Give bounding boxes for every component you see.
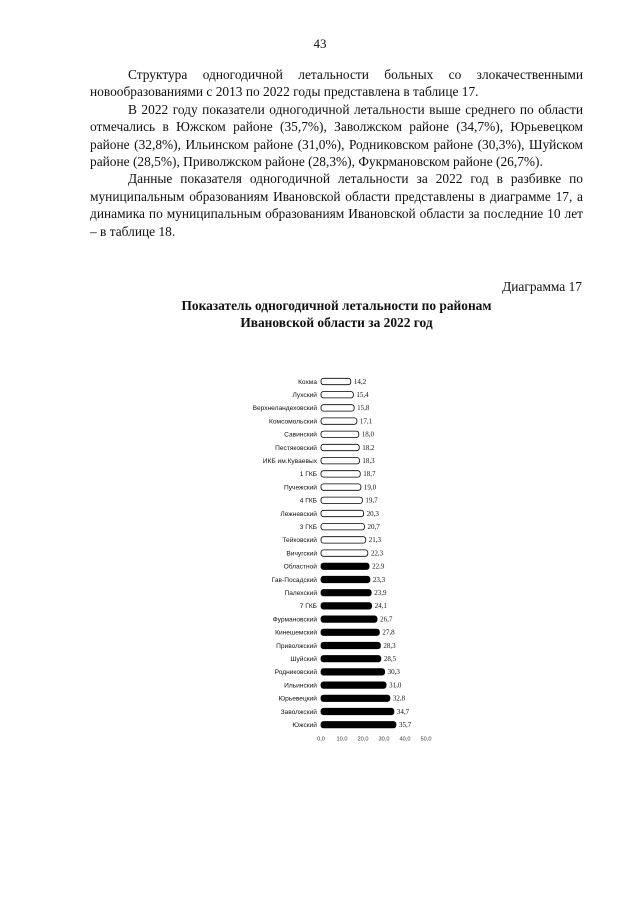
value-label: 27,8 — [382, 628, 395, 637]
bar — [321, 656, 381, 662]
category-label: Пестяковский — [275, 444, 317, 452]
value-label: 18,3 — [362, 457, 375, 465]
bar — [321, 550, 368, 556]
bar — [321, 603, 372, 609]
value-label: 15,4 — [356, 391, 369, 399]
category-label: Комсомольский — [269, 418, 317, 426]
category-label: 7 ГКБ — [299, 603, 317, 611]
bar — [321, 629, 379, 635]
bar — [321, 405, 354, 411]
category-label: Верхнеландеховский — [252, 405, 317, 413]
value-label: 35,7 — [398, 721, 412, 729]
bar — [321, 431, 359, 437]
paragraph-3: Данные показателя одногодичной летальности за 2022 год в разбивке по муниципальным образованиям Ивановской области представлены в диаграмме 17, а динамика по муниципальным образованиям Ивановской области за последние 10 лет – в таблице 18. — [90, 171, 583, 239]
x-tick-label: 50,0 — [420, 736, 432, 743]
bar — [321, 537, 366, 543]
category-label: Кинешемский — [275, 629, 317, 637]
category-label: Приволжский — [276, 642, 317, 650]
value-label: 22,9 — [372, 562, 385, 571]
value-label: 28,5 — [383, 655, 397, 663]
value-label: 15,8 — [357, 404, 370, 413]
bar — [321, 484, 361, 490]
category-label: Заволжский — [280, 708, 317, 716]
bar — [321, 642, 380, 648]
category-label: Лежневский — [280, 510, 317, 518]
bar — [321, 524, 364, 530]
category-label: Шуйский — [290, 656, 317, 663]
page-number: 43 — [313, 36, 327, 51]
category-label: Лухский — [292, 392, 317, 399]
value-label: 18,7 — [363, 470, 376, 479]
bar — [321, 471, 360, 477]
paragraph-2: В 2022 году показатели одногодичной летальности выше среднего по области отмечались в Южском районе (35,7%), Заволжском районе (34,7%), Юрьевецком районе (32,8%), Ильинском районе (31,0%), Родниковском районе (30,3%), Шуйском районе (28,5%), Приволжском районе (28,3%), Фукрмановском районе (26,7%). — [90, 101, 583, 170]
value-label: 22,3 — [370, 549, 384, 558]
value-label: 18,2 — [362, 443, 375, 452]
bar — [321, 444, 359, 450]
x-tick-label: 30,0 — [378, 736, 390, 743]
category-label: Ильинский — [284, 682, 317, 690]
x-tick-label: 10,0 — [336, 736, 348, 743]
value-label: 23,3 — [372, 575, 386, 584]
value-label: 32,8 — [392, 694, 406, 703]
bar — [321, 378, 351, 384]
category-label: 1 ГКБ — [299, 471, 317, 479]
value-label: 20,7 — [367, 523, 380, 531]
value-label: 24,1 — [374, 602, 387, 611]
bar — [321, 497, 362, 503]
bar — [321, 418, 357, 424]
paragraph-1: Структура одногодичной летальности больных со злокачественными новообразованиями с 2013 по 2022 годы представлена в таблице 17. — [90, 67, 583, 100]
category-label: Областной — [283, 563, 317, 571]
category-label: Савинский — [284, 431, 317, 439]
category-label: ИКБ им.Куваевых — [262, 458, 317, 465]
value-label: 19,0 — [363, 483, 377, 492]
value-label: 17,1 — [359, 417, 373, 426]
diagram-caption: Диаграмма 17 — [502, 279, 582, 294]
bar — [321, 576, 370, 582]
bar — [321, 590, 371, 596]
bar — [321, 616, 377, 622]
x-tick-label: 0,0 — [317, 736, 325, 743]
value-label: 18,0 — [361, 430, 375, 439]
value-label: 31,0 — [389, 681, 402, 690]
x-tick-label: 40,0 — [399, 736, 411, 743]
bar — [321, 722, 396, 728]
bar — [321, 392, 353, 398]
bar — [321, 695, 390, 701]
category-label: Гав-Посадский — [271, 576, 317, 584]
value-label: 23,9 — [374, 589, 387, 597]
category-label: Пучежский — [283, 484, 317, 492]
category-label: Тейковский — [282, 537, 317, 545]
value-label: 26,7 — [380, 615, 393, 624]
value-label: 19,7 — [365, 496, 378, 505]
value-label: 14,2 — [353, 377, 367, 386]
bar — [321, 563, 369, 569]
category-label: Вичугский — [286, 550, 317, 558]
value-label: 34,7 — [396, 707, 410, 716]
category-label: 4 ГКБ — [299, 497, 317, 505]
category-label: Палехский — [284, 590, 317, 597]
category-label: Фурмановский — [272, 616, 317, 624]
category-label: Родниковский — [274, 669, 317, 677]
bar — [321, 682, 386, 688]
x-tick-label: 20,0 — [357, 736, 369, 743]
bar — [321, 669, 385, 675]
category-label: 3 ГКБ — [299, 524, 317, 531]
value-label: 30,3 — [387, 668, 400, 677]
value-label: 20,3 — [366, 509, 379, 518]
category-label: Кохма — [298, 378, 317, 386]
category-label: Южский — [292, 722, 317, 729]
category-label: Юрьевецкий — [278, 695, 317, 703]
value-label: 21,3 — [368, 536, 381, 545]
chart-title-line-1: Показатель одногодичной летальности по районам — [181, 298, 492, 313]
bar — [321, 458, 359, 464]
chart-title-line-2: Ивановской области за 2022 год — [240, 315, 433, 330]
bar — [321, 510, 364, 516]
value-label: 28,3 — [383, 641, 396, 650]
bar — [321, 708, 394, 714]
